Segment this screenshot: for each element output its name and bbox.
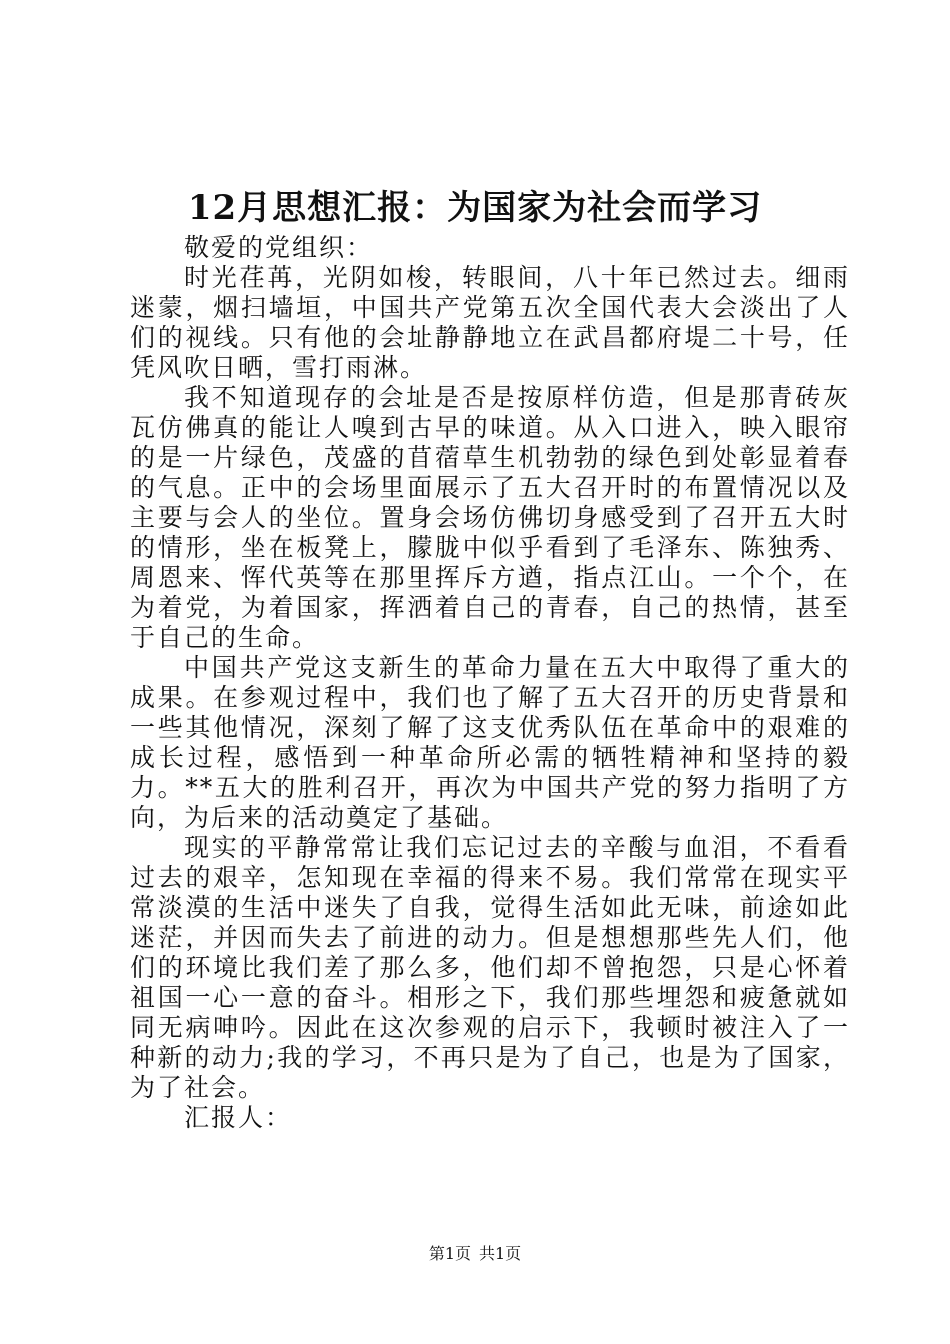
salutation: 敬爱的党组织： (184, 233, 374, 262)
paragraph-4: 现实的平静常常让我们忘记过去的辛酸与血泪，不看看过去的艰辛，怎知现在幸福的得来不易。我们常常在现实平常淡漠的生活中迷失了自我，觉得生活如此无味，前途如此迷茫，并因而失去了前进的动力。但是想想那些先人们，他们的环境比我们差了那么多，他们却不曾抱怨，只是心怀着祖国一心一意的奋斗。相形之下，我们那些埋怨和疲惫就如同无病呻吟。因此在这次参观的启示下，我顿时被注入了一种新的动力;我的学习，不再只是为了自己，也是为了国家，为了社会。 (130, 833, 850, 1102)
document-body (130, 233, 850, 1133)
signature-line: 汇报人： (184, 1103, 293, 1132)
paragraph-2: 我不知道现存的会址是否是按原样仿造，但是那青砖灰瓦仿佛真的能让人嗅到古早的味道。从入口进入，映入眼帘的是一片绿色，茂盛的苜蓿草生机勃勃的绿色到处彰显着春的气息。正中的会场里面展示了五大召开时的布置情况以及主要与会人的坐位。置身会场仿佛切身感受到了召开五大时的情形，坐在板凳上，朦胧中似乎看到了毛泽东、陈独秀、周恩来、恽代英等在那里挥斥方遒，指点江山。一个个，在为着党，为着国家，挥洒着自己的青春，自己的热情，甚至于自己的生命。 (130, 383, 850, 652)
page-footer (0, 1243, 950, 1265)
paragraph-1: 时光荏苒，光阴如梭，转眼间，八十年已然过去。细雨迷蒙，烟扫墙垣，中国共产党第五次全国代表大会淡出了人们的视线。只有他的会址静静地立在武昌都府堤二十号，任凭风吹日晒，雪打雨淋。 (130, 263, 850, 382)
page-number: 第1页 (428, 1244, 471, 1263)
page-total: 共1页 (479, 1244, 522, 1263)
paragraph-3: 中国共产党这支新生的革命力量在五大中取得了重大的成果。在参观过程中，我们也了解了五大召开的历史背景和一些其他情况，深刻了解了这支优秀队伍在革命中的艰难的成长过程，感悟到一种革命所必需的牺牲精神和坚持的毅力。**五大的胜利召开，再次为中国共产党的努力指明了方向，为后来的活动奠定了基础。 (130, 653, 850, 832)
document-title: 12月思想汇报：为国家为社会而学习 (187, 188, 763, 228)
